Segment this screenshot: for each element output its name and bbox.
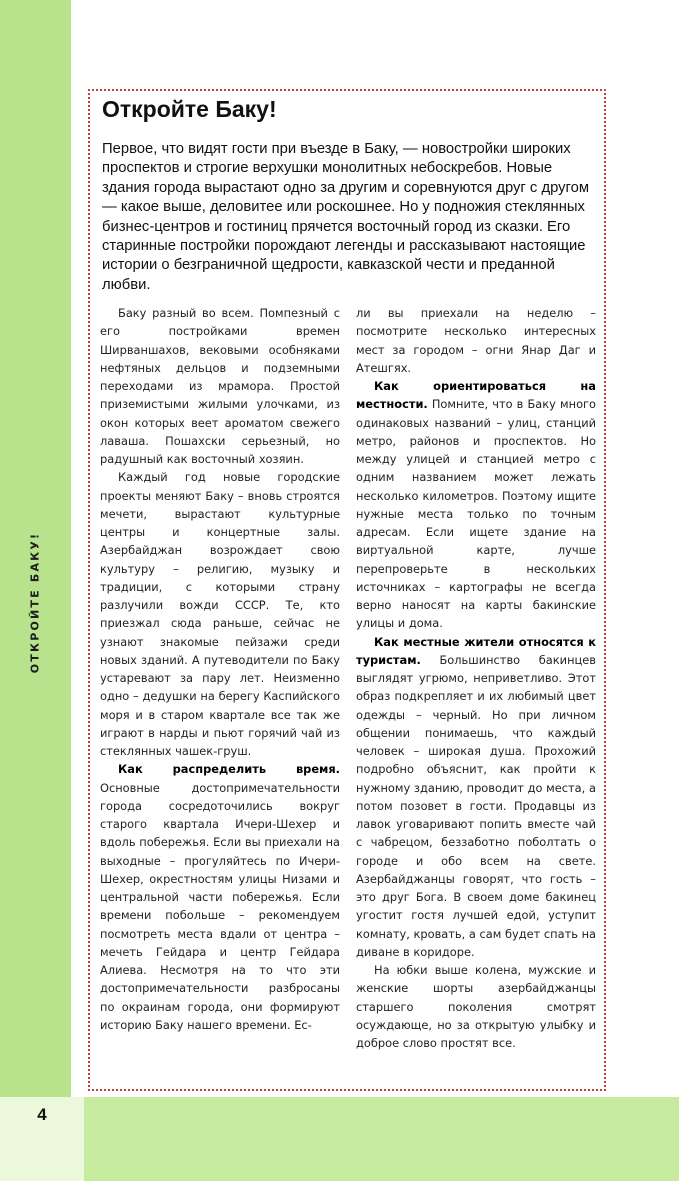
- paragraph-text: Помните, что в Баку много одинаковых названий – улиц, станций метро, районов и проспектов. Но между улицей и станцией метро с одним названием может лежать несколько километров. Поэтому ищите нужные места только по точным адресам. Если ищете здание на виртуальной карте, лучше перепроверьте в нескольких источниках – картографы не всегда верно наносят на карты бакинские улицы и дома.: [356, 397, 596, 631]
- paragraph: Каждый год новые городские проекты меняют Баку – вновь строятся мечети, вырастают культурные центры и концертные залы. Азербайджан возрождает свою культуру – религию, музыку и традиции, с которыми страну разлучили вожди СССР. Те, кто приезжал сюда раньше, сейчас не узнают знакомые пейзажи среди новых зданий. А путеводители по Баку устаревают за пару лет. Неизменно одно – дедушки на берегу Каспийского моря и в старом квартале все так же играют в нарды и пьют горячий чай из стеклянных чашек-груш.: [100, 470, 340, 758]
- page-number: 4: [37, 1105, 47, 1124]
- paragraph-text: Основные достопримечательности города сосредоточились вокруг старого квартала Ичери-Шехер и вдоль побережья. Если вы приехали на выходные – прогуляйтесь по Ичери-Шехер, окрестностям улицы Низами и центральной части побережья. Если времени побольше – рекомендуем посмотреть места вдали от центра – мечеть Гейдара и центр Гейдара Алиева. Несмотря на то что эти достопримечательности разбросаны по окраинам города, они формируют историю Баку нашего времени. Ес-: [100, 780, 340, 1032]
- paragraph: [356, 633, 596, 962]
- intro-paragraph: Первое, что видят гости при въезде в Баку, — новостройки широких проспектов и строгие верхушки монолитных небоскребов. Новые здания города вырастают одно за другим и соревнуются друг с другом — какое выше, деловитее или роскошнее. Но у подножия стеклянных бизнес-центров и гостиниц прячется восточный город из сказки. Его старинные постройки порождают легенды и рассказывают настоящие истории о безграничной щедрости, кавказской чести и преданной любви.: [102, 141, 590, 293]
- side-section-title: ОТКРОЙТЕ БАКУ!: [28, 531, 42, 674]
- page-title: Откройте Баку!: [102, 96, 277, 122]
- right-column: [356, 304, 596, 1052]
- paragraph: На юбки выше колена, мужские и женские шорты азербайджанцы старшего поколения смотрят осуждающе, но за открытую улыбку и доброе слово простят все.: [356, 963, 596, 1050]
- paragraph-heading: Как ориентироваться на местности.: [356, 379, 596, 412]
- paragraph-heading: Как распределить время.: [118, 762, 340, 777]
- footer-bar: [0, 1097, 679, 1181]
- paragraph-text: Большинство бакинцев выглядят угрюмо, неприветливо. Этот образ подкрепляет и их любимый цвет одежды – черный. Но при личном общении понимаешь, что каждый человек – широкая душа. Прохожий подробно объяснит, как пройти к нужному зданию, проводит до места, а потом позовет в гости. Продавцы из лавок уговаривают попить вместе чай с чабрецом, беззаботно поболтать о городе и обо всем на свете. Азербайджанцы говорят, что гость – это друг Бога. В своем доме бакинец угостит гостя лучшей едой, уступит комнату, кровать, а сам будет спать на диване в коридоре.: [356, 652, 596, 959]
- paragraph-heading: Как местные жители относятся к туристам.: [356, 634, 596, 667]
- paragraph: [100, 760, 340, 1034]
- paragraph: Баку разный во всем. Помпезный с его постройками времен Ширваншахов, вековыми особняками нефтяных дельцов и подземными переходами из мрамора. Простой приземистыми жилыми улочками, из окон которых веет ароматом свежего лаваша. Пошахски серьезный, но радушный как восточный хозяин.: [100, 306, 340, 466]
- paragraph: [356, 377, 596, 633]
- paragraph: ли вы приехали на неделю – посмотрите несколько интересных мест за городом – огни Янар Даг и Атешгях.: [356, 306, 596, 375]
- left-column: [100, 304, 340, 1034]
